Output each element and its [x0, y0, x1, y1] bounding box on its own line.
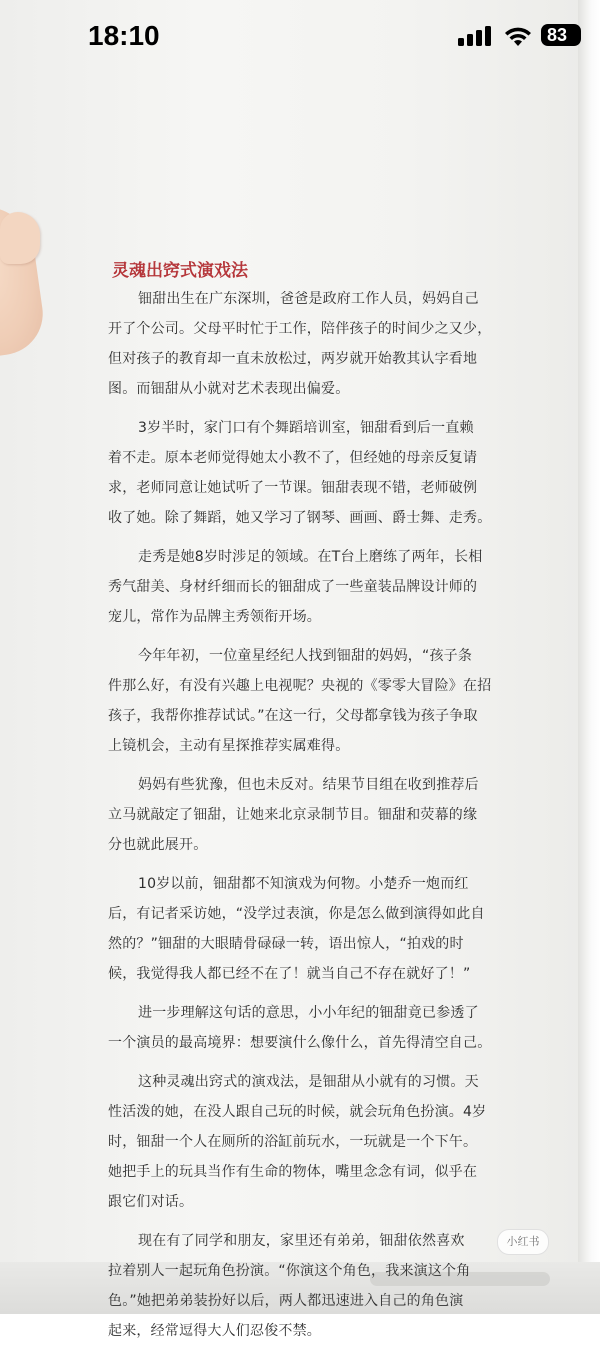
status-time: 18:10	[88, 20, 160, 51]
wifi-icon	[503, 24, 533, 48]
paragraph-line: 件那么好，有没有兴趣上电视呢？央视的《零零大冒险》在招	[108, 678, 492, 694]
paragraph-line: 分也就此展开。	[108, 837, 208, 853]
paragraph-line: 色。”她把弟弟装扮好以后，两人都迅速进入自己的角色演	[108, 1293, 464, 1309]
article-paragraph	[108, 869, 520, 989]
paragraph-line: 时，钿甜一个人在厕所的浴缸前玩水，一玩就是一个下午。	[108, 1134, 478, 1150]
paragraph-line: 今年年初，一位童星经纪人找到钿甜的妈妈，“孩子条	[138, 648, 473, 664]
article-paragraph	[108, 542, 520, 632]
paragraph-line: 候，我觉得我人都已经不在了！就当自己不存在就好了！”	[108, 966, 471, 982]
paragraph-line: 现在有了同学和朋友，家里还有弟弟，钿甜依然喜欢	[138, 1233, 465, 1249]
paragraph-line: 这种灵魂出窍式的演戏法，是钿甜从小就有的习惯。天	[138, 1074, 479, 1090]
paragraph-line: 但对孩子的教育却一直未放松过，两岁就开始教其认字看地	[108, 351, 478, 367]
paragraph-line: 孩子，我帮你推荐试试。”在这一行，父母都拿钱为孩子争取	[108, 708, 478, 724]
paragraph-line: 图。而钿甜从小就对艺术表现出偏爱。	[108, 381, 350, 397]
paper-edge	[578, 0, 600, 1314]
article-paragraph	[108, 284, 520, 404]
watermark-logo: 小红书	[497, 1229, 549, 1255]
signal-icon	[458, 26, 492, 46]
paragraph-line: 收了她。除了舞蹈，她又学习了钢琴、画画、爵士舞、走秀。	[108, 510, 492, 526]
article-paragraph	[108, 413, 520, 533]
paragraph-line: 求，老师同意让她试听了一节课。钿甜表现不错，老师破例	[108, 480, 478, 496]
paragraph-line: 一个演员的最高境界：想要演什么像什么，首先得清空自己。	[108, 1035, 492, 1051]
paragraph-line: 钿甜出生在广东深圳，爸爸是政府工作人员，妈妈自己	[138, 291, 479, 307]
article-paragraph	[108, 1226, 520, 1346]
paragraph-line: 性活泼的她，在没人跟自己玩的时候，就会玩角色扮演。4岁	[108, 1104, 487, 1120]
paragraph-line: 跟它们对话。	[108, 1194, 194, 1210]
article-body	[108, 284, 520, 1346]
paragraph-line: 着不走。原本老师觉得她太小教不了，但经她的母亲反复请	[108, 450, 478, 466]
paragraph-line: 进一步理解这句话的意思，小小年纪的钿甜竟已参透了	[138, 1005, 479, 1021]
article-paragraph	[108, 770, 520, 860]
paragraph-line: 妈妈有些犹豫，但也未反对。结果节目组在收到推荐后	[138, 777, 479, 793]
battery-level: 83	[547, 25, 568, 45]
paragraph-line: 后，有记者采访她，“没学过表演，你是怎么做到演得如此自	[108, 906, 485, 922]
paragraph-line: 3岁半时，家门口有个舞蹈培训室，钿甜看到后一直赖	[138, 420, 474, 436]
paragraph-line: 宠儿，常作为品牌主秀领衔开场。	[108, 609, 321, 625]
article-title: 灵魂出窍式演戏法	[112, 261, 248, 281]
paragraph-line: 秀气甜美、身材纤细而长的钿甜成了一些童装品牌设计师的	[108, 579, 478, 595]
paragraph-line: 她把手上的玩具当作有生命的物体，嘴里念念有词，似乎在	[108, 1164, 478, 1180]
article-paragraph	[108, 641, 520, 761]
paragraph-line: 立马就敲定了钿甜，让她来北京录制节目。钿甜和荧幕的缘	[108, 807, 478, 823]
article	[108, 258, 520, 1355]
paragraph-line: 开了个公司。父母平时忙于工作，陪伴孩子的时间少之又少，	[108, 321, 492, 337]
paragraph-line: 拉着别人一起玩角色扮演。“你演这个角色，我来演这个角	[108, 1263, 471, 1279]
status-bar	[0, 0, 600, 70]
paragraph-line: 10岁以前，钿甜都不知演戏为何物。小楚乔一炮而红	[138, 876, 469, 892]
paragraph-line: 起来，经常逗得大人们忍俊不禁。	[108, 1323, 321, 1339]
paragraph-line: 然的？”钿甜的大眼睛骨碌碌一转，语出惊人，“拍戏的时	[108, 936, 464, 952]
finger-image	[0, 212, 40, 264]
article-paragraph	[108, 1067, 520, 1217]
paragraph-line: 走秀是她8岁时涉足的领域。在T台上磨练了两年，长相	[138, 549, 483, 565]
paragraph-line: 上镜机会，主动有星探推荐实属难得。	[108, 738, 350, 754]
article-paragraph	[108, 998, 520, 1058]
